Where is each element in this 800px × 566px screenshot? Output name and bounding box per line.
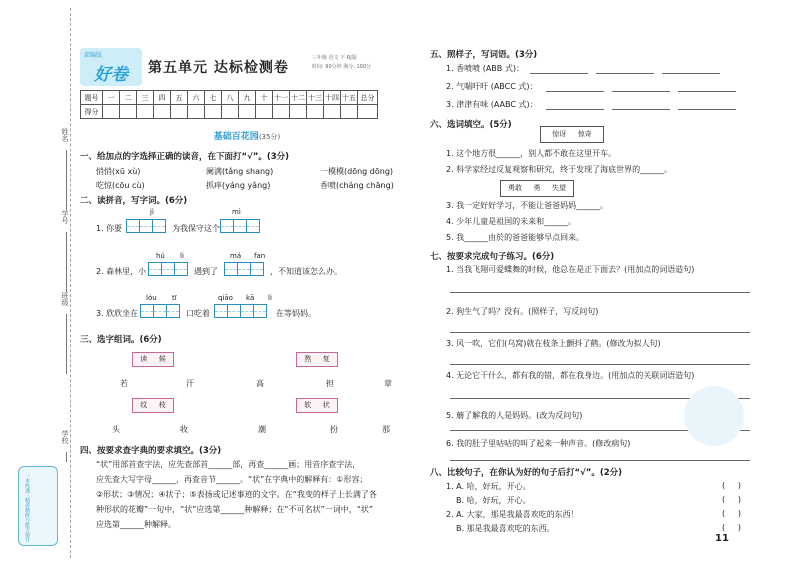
q2-pinyin: má <box>230 252 242 260</box>
worksheet-title: 第五单元 达标检测卷 <box>148 60 289 76</box>
q8-item: B. 哈，好玩，开心。 <box>456 496 531 505</box>
score-table-question-number: 三 <box>137 91 154 105</box>
score-table-question-number: 十三 <box>307 91 324 105</box>
q3-title: 三、选字组词。(6分) <box>80 335 162 345</box>
q3-word-box: 纹 枝 <box>132 398 174 413</box>
score-cell[interactable] <box>205 105 222 119</box>
school-label: 学校 <box>61 430 69 444</box>
answer-line[interactable] <box>450 364 750 365</box>
school-line <box>66 452 67 462</box>
writing-grid[interactable] <box>126 219 165 233</box>
q3-char: 章 <box>384 379 392 388</box>
q7-title: 七、按要求完成句子练习。(6分) <box>430 252 555 262</box>
q4-text: “状”用部首查字法，应先查部首______部，再查______画；用音序查字法， <box>96 460 361 469</box>
score-table-label: 得分 <box>81 105 103 119</box>
score-table-question-number: 十二 <box>290 91 307 105</box>
writing-grid[interactable] <box>220 219 259 233</box>
score-table-question-number: 十四 <box>324 91 341 105</box>
id-line <box>66 232 67 292</box>
q3-word-box: 读 候 <box>132 352 174 367</box>
q1-item: 悄悄(xū xù) <box>96 167 141 176</box>
q2-sentence-3-part: 口吃着 <box>186 309 210 318</box>
score-table <box>80 90 378 119</box>
q4-text: 种形状的花瓣”一句中，“状”应选第______种解释；在“不可名状”一词中，“状” <box>96 505 374 514</box>
class-label: 班级 <box>61 292 69 306</box>
q3-char: 担 <box>326 379 334 388</box>
answer-parenthesis[interactable]: ( ) <box>722 523 741 532</box>
q4-text: 应先查大写字母______，再查音节______。“状”在字典中的解释有：①形容； <box>96 475 368 484</box>
q3-char: 头 <box>112 425 120 434</box>
answer-line[interactable] <box>678 91 736 92</box>
score-table-score-row <box>81 105 378 119</box>
q2-pinyin: mì <box>232 208 241 216</box>
q5-title: 五、照样子，写词语。(3分) <box>430 50 538 60</box>
q2-pinyin: hú <box>156 252 165 260</box>
q3-word-box: 软 状 <box>296 398 338 413</box>
score-cell[interactable] <box>256 105 273 119</box>
q7-item: 3. 风一吹，它们(乌窝)就在枝条上颤抖了鹤。(修改为拟人句) <box>446 339 661 348</box>
answer-line[interactable] <box>546 109 604 110</box>
q8-title: 八、比较句子，在你认为好的句子后打“√”。(2分) <box>430 468 623 478</box>
q6-item: 2. 科学家经过反复观察和研究，终于发现了海底世界的______。 <box>446 165 673 174</box>
answer-line[interactable] <box>612 91 670 92</box>
q3-char: 若 <box>120 379 128 388</box>
score-table-question-number: 五 <box>171 91 188 105</box>
score-cell[interactable] <box>103 105 120 119</box>
q1-item: 一模模(dōng dōng) <box>320 167 394 176</box>
score-cell[interactable] <box>324 105 341 119</box>
q5-item: 2. 气喘吁吁 (ABCC 式)： <box>446 82 538 91</box>
q8-item: 2. A. 大家，那是我最喜欢吃的东西！ <box>446 510 579 519</box>
q2-sentence-2-part: 遇到了 <box>194 267 218 276</box>
q7-item: 5. 蘑了解我的人是妈妈。(改为反问句) <box>446 411 583 420</box>
answer-line[interactable] <box>450 292 750 293</box>
page-number: 11 <box>715 533 729 544</box>
q7-item: 2. 狗生气了吗？没有。(照样子，写反问句) <box>446 307 599 316</box>
q6-word-box: 勇敢 勇 失望 <box>500 180 574 197</box>
q6-item: 5. 我______由於的爸爸能够早点回来。 <box>446 233 585 242</box>
q2-pinyin: kā <box>246 294 255 302</box>
score-cell[interactable] <box>154 105 171 119</box>
score-table-question-number: 一 <box>103 91 120 105</box>
score-table-question-number: 六 <box>188 91 205 105</box>
q6-word-box: 惊讶 惊奇 <box>540 126 604 143</box>
q2-sentence-2-part: ，不知道该怎么办。 <box>270 267 342 276</box>
q7-item: 1. 当我飞翔可爱蝶舞的时候，他总在是正下面去？(用加点的词语造句) <box>446 265 695 274</box>
q1-item: 阑满(tǎng shang) <box>206 167 274 176</box>
score-cell[interactable] <box>341 105 358 119</box>
q2-sentence-3-part: 在等妈妈。 <box>276 309 316 318</box>
q2-pinyin: qiāo <box>218 294 233 302</box>
q1-title: 一、给加点的字选择正确的读音，在下面打“√”。(3分) <box>80 152 290 162</box>
cut-line <box>70 8 71 558</box>
writing-grid[interactable] <box>214 304 266 318</box>
q6-item: 4. 少年儿童是祖国的未来和______。 <box>446 217 577 226</box>
answer-parenthesis[interactable]: ( ) <box>722 481 741 490</box>
score-cell[interactable] <box>290 105 307 119</box>
answer-line[interactable] <box>450 332 750 333</box>
answer-line[interactable] <box>530 73 588 74</box>
q3-word-box: 熬 复 <box>296 352 338 367</box>
score-cell[interactable] <box>120 105 137 119</box>
brand-badge: 部编版 好卷 <box>80 48 142 86</box>
answer-parenthesis[interactable]: ( ) <box>722 509 741 518</box>
q8-item: B. 那是我最喜欢吃的东西。 <box>456 524 555 533</box>
q2-pinyin: li <box>180 252 184 260</box>
q5-item: 3. 津津有味 (AABC 式)： <box>446 100 538 109</box>
score-table-question-number: 十一 <box>273 91 290 105</box>
q3-char: 潮 <box>258 425 266 434</box>
q2-sentence-1-part: 1. 你要 <box>96 224 123 233</box>
writing-grid[interactable] <box>224 262 263 276</box>
writing-grid[interactable] <box>140 304 179 318</box>
score-table-question-number: 十五 <box>341 91 358 105</box>
score-table-question-number: 四 <box>154 91 171 105</box>
q5-item: 1. 香喷喷 (ABB 式)： <box>446 64 524 73</box>
q3-char: 高 <box>256 379 264 388</box>
score-table-question-number: 总分 <box>358 91 378 105</box>
score-cell[interactable] <box>307 105 324 119</box>
score-cell[interactable] <box>358 105 378 119</box>
q1-item: 抓痒(yáng yǎng) <box>206 181 271 190</box>
q8-item: 1. A. 哈，好玩，开心。 <box>446 482 531 491</box>
score-cell[interactable] <box>222 105 239 119</box>
q4-text: ②形状；③情况；④状子；⑤表扬或记述事迹的文字。在“我变的样子上长满了各 <box>96 490 377 499</box>
q3-char: 汗 <box>186 379 194 388</box>
answer-line[interactable] <box>678 109 736 110</box>
score-table-question-number: 十 <box>256 91 273 105</box>
id-label: 学号 <box>61 210 69 224</box>
q2-sentence-3-part: 3. 欣欣坐在 <box>96 309 139 318</box>
section-heading: 基础百花园(35分) <box>213 132 281 142</box>
score-table-question-number: 七 <box>205 91 222 105</box>
score-cell[interactable] <box>273 105 290 119</box>
publisher-logo: 一本练透 · 精讲精练与能力提升 <box>18 466 58 546</box>
q7-item: 6. 我的肚子里咕咕的叫了起来一种声音。(修改病句) <box>446 439 631 448</box>
score-table-question-number: 二 <box>120 91 137 105</box>
q2-pinyin: lóu <box>146 294 157 302</box>
answer-parenthesis[interactable]: ( ) <box>722 495 741 504</box>
score-table-question-number: 九 <box>239 91 256 105</box>
q6-title: 六、选词填空。(5分) <box>430 120 512 130</box>
class-line <box>66 314 67 374</box>
worksheet-meta: 三年级 语文 下 RJ版 时间: 90分钟 满分: 100分 <box>312 55 372 70</box>
score-cell[interactable] <box>137 105 154 119</box>
answer-line[interactable] <box>612 109 670 110</box>
q3-char: 扮 <box>330 425 338 434</box>
q2-pinyin: fan <box>254 252 266 260</box>
score-cell[interactable] <box>188 105 205 119</box>
score-cell[interactable] <box>171 105 188 119</box>
q3-char: 那 <box>382 425 390 434</box>
q4-text: 应选第______种解释。 <box>96 520 176 529</box>
answer-line[interactable] <box>450 460 750 461</box>
name-line <box>66 150 67 210</box>
decorative-watermark <box>684 386 744 446</box>
q2-sentence-2-part: 2. 森林里，小 <box>96 267 147 276</box>
q2-pinyin: li <box>268 294 272 302</box>
q7-item: 4. 无论它干什么，都有我的错，都在我身边。(用加点的关联词语造句) <box>446 371 695 380</box>
q4-title: 四、按要求查字典的要求填空。(3分) <box>80 446 222 456</box>
score-table-label: 题号 <box>81 91 103 105</box>
score-cell[interactable] <box>239 105 256 119</box>
q2-title: 二、读拼音，写字词。(6分) <box>80 196 188 206</box>
answer-line[interactable] <box>596 73 654 74</box>
score-table-header-row <box>81 91 378 105</box>
worksheet-header <box>80 48 398 86</box>
q6-item: 3. 我一定好好学习，不能让爸爸妈妈______。 <box>446 201 609 210</box>
score-table-question-number: 八 <box>222 91 239 105</box>
binding-margin <box>0 0 75 566</box>
q6-item: 1. 这个地方很______，别人都不敢在这里开车。 <box>446 149 617 158</box>
q1-item: 香喷(cháng chāng) <box>320 181 394 190</box>
writing-grid[interactable] <box>148 262 187 276</box>
answer-line[interactable] <box>546 91 604 92</box>
q2-pinyin: tī <box>172 294 177 302</box>
q1-item: 吃惊(cōu cù) <box>96 181 145 190</box>
name-label: 姓名 <box>61 128 69 142</box>
q2-sentence-1-part: 为我保守这个 <box>172 224 220 233</box>
q2-pinyin: jì <box>150 208 154 216</box>
answer-line[interactable] <box>662 73 720 74</box>
q3-char: 收 <box>180 425 188 434</box>
